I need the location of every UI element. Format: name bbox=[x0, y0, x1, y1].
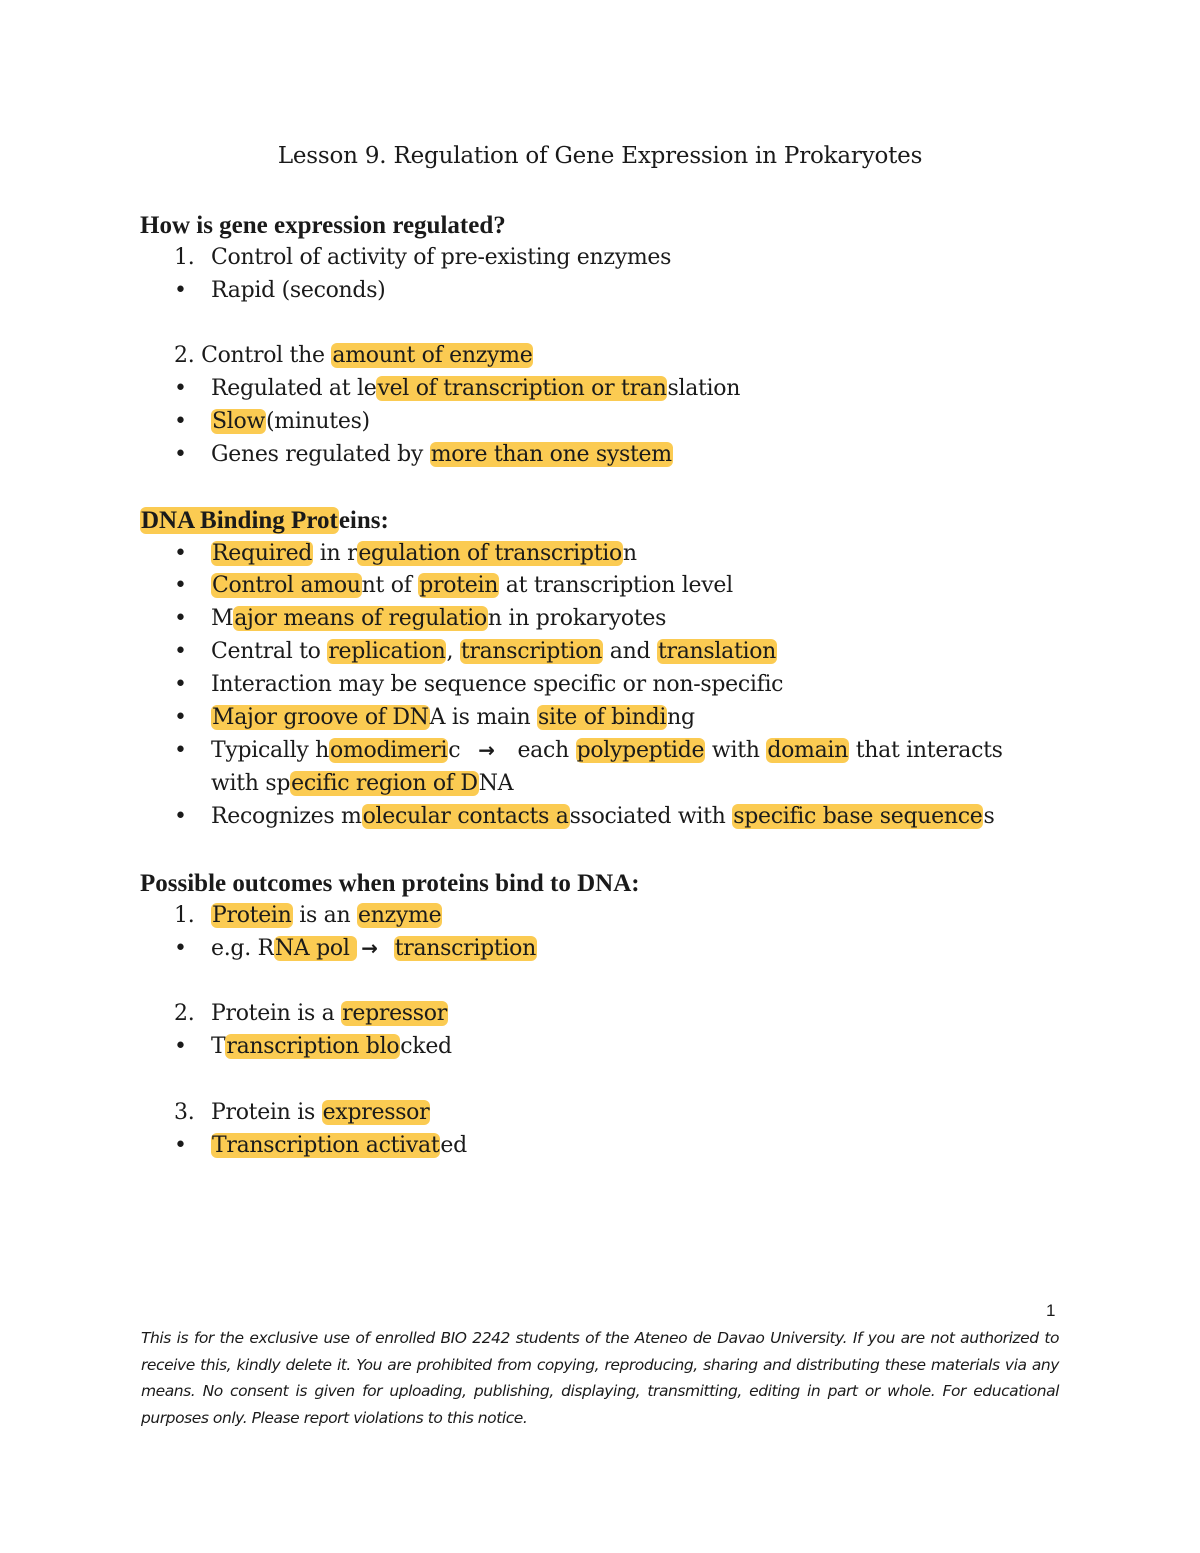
bullet-item: • Rapid (seconds) bbox=[174, 278, 386, 303]
bullet-item: • Transcription blocked bbox=[174, 1034, 452, 1059]
arrow-right-icon: → bbox=[478, 738, 495, 762]
bullet-item: • Major groove of DNA is main site of binding bbox=[174, 705, 695, 730]
bullet-item: • Genes regulated by more than one system bbox=[174, 442, 672, 467]
heading-gene-expression: How is gene expression regulated? bbox=[140, 212, 506, 239]
arrow-right-icon: → bbox=[361, 936, 378, 960]
bullet-item: • Recognizes molecular contacts associated with specific base sequences bbox=[174, 804, 995, 829]
copyright-notice: This is for the exclusive use of enrolled BIO 2242 students of the Ateneo de Davao University. If you are not authorized to receive this, kindly delete it. You are prohibited from copying, reproducing, sharing and distributing these materials via any means. No consent is given for uploading, publishing, displaying, transmitting, editing in part or whole. For educational purposes only. Please report violations to this notice. bbox=[141, 1329, 1059, 1428]
bullet-item: • e.g. RNA pol → transcription bbox=[174, 936, 536, 961]
list-item: 1. Protein is an enzyme bbox=[174, 903, 442, 928]
bullet-item: • Slow(minutes) bbox=[174, 409, 370, 434]
bullet-item: • Major means of regulation in prokaryotes bbox=[174, 606, 667, 631]
heading-possible-outcomes: Possible outcomes when proteins bind to DNA: bbox=[140, 870, 640, 897]
page-number: 1 bbox=[1046, 1301, 1056, 1320]
list-item: 3. Protein is expressor bbox=[174, 1100, 430, 1125]
page-title: Lesson 9. Regulation of Gene Expression in Prokaryotes bbox=[277, 143, 923, 169]
bullet-item-continuation: with specific region of DNA bbox=[211, 771, 514, 796]
bullet-item: • Control amount of protein at transcription level bbox=[174, 573, 733, 598]
bullet-item: • Central to replication, transcription and translation bbox=[174, 639, 777, 664]
bullet-item: • Transcription activated bbox=[174, 1133, 467, 1158]
bullet-item: • Typically homodimeric → each polypeptide with domain that interacts bbox=[174, 738, 1003, 763]
bullet-item: • Required in regulation of transcription bbox=[174, 541, 637, 566]
heading-dna-binding-proteins: DNA Binding Proteins: bbox=[141, 507, 389, 534]
list-item: 1. Control of activity of pre-existing enzymes bbox=[174, 245, 672, 270]
list-item: 2. Protein is a repressor bbox=[174, 1001, 447, 1026]
bullet-item: • Interaction may be sequence specific or non-specific bbox=[174, 672, 784, 697]
bullet-item: • Regulated at level of transcription or translation bbox=[174, 376, 741, 401]
list-item: 2. Control the amount of enzyme bbox=[174, 343, 533, 368]
